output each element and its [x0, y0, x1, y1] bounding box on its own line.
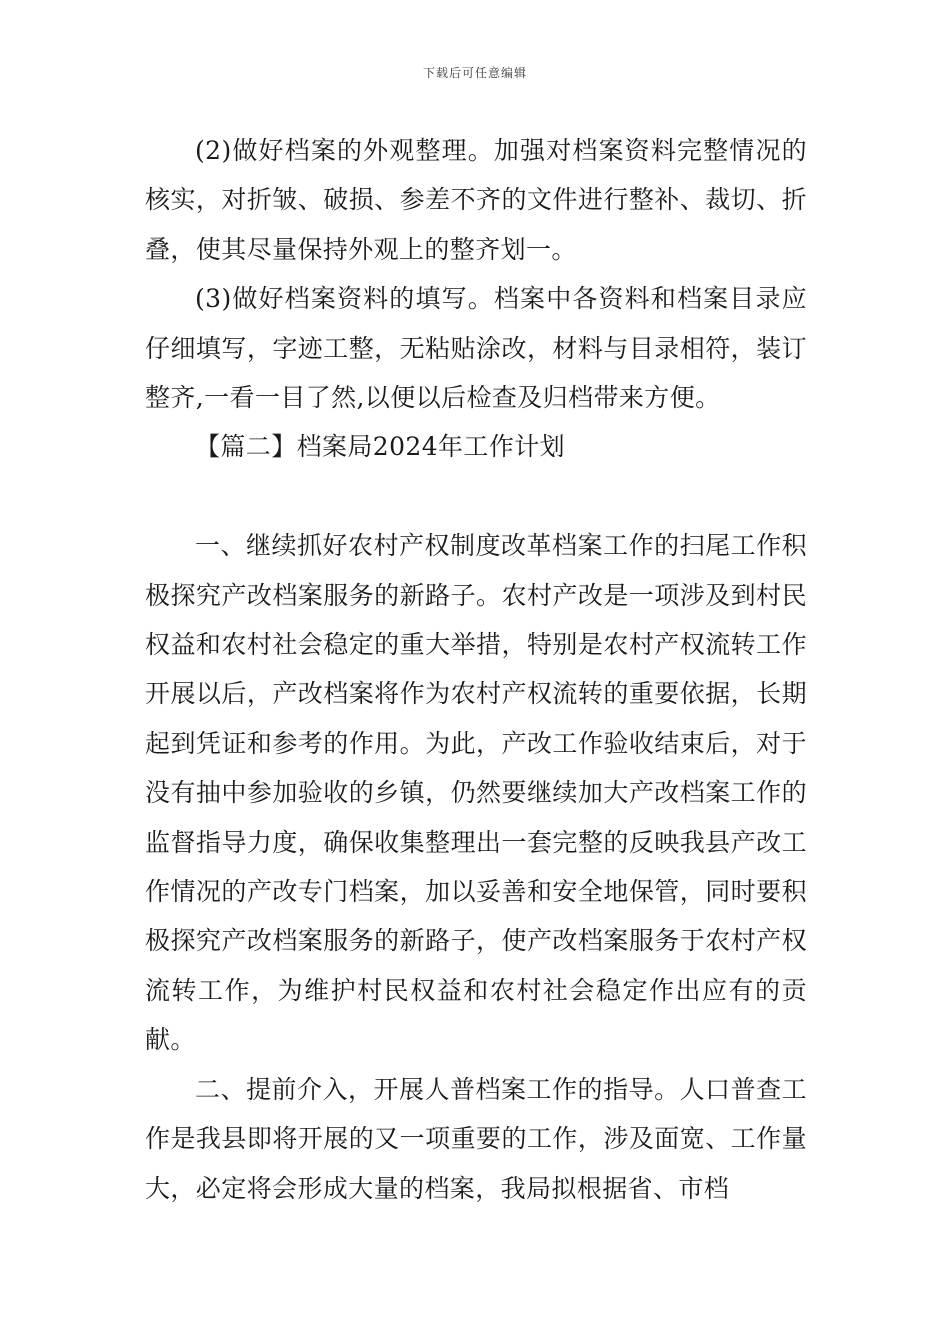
paragraph-appearance-arrangement: (2)做好档案的外观整理。加强对档案资料完整情况的核实，对折皱、破损、参差不齐的文件进行整补、裁切、折叠，使其尽量保持外观上的整齐划一。: [145, 136, 807, 264]
section-title: 【篇二】档案局2024年工作计划: [195, 432, 566, 462]
paragraph-census-archive: 二、提前介入，开展人普档案工作的指导。人口普查工作是我县即将开展的又一项重要的工作，涉及面宽、工作量大，必定将会形成大量的档案，我局拟根据省、市档: [145, 1074, 807, 1203]
paragraph-rural-property-reform: 一、继续抓好农村产权制度改革档案工作的扫尾工作积极探究产改档案服务的新路子。农村产改是一项涉及到村民权益和农村社会稳定的重大举措，特别是农村产权流转工作开展以后，产改档案将作为农村产权流转的重要依据，长期起到凭证和参考的作用。为此，产改工作验收结束后，对于没有抽中参加验收的乡镇，仍然要继续加大产改档案工作的监督指导力度，确保收集整理出一套完整的反映我县产改工作情况的产改专门档案，加以妥善和安全地保管，同时要积极探究产改档案服务的新路子，使产改档案服务于农村产权流转工作，为维护村民权益和农村社会稳定作出应有的贡献。: [145, 531, 807, 1055]
document-body: [145, 126, 807, 1213]
page-header-note: 下载后可任意编辑: [422, 66, 527, 80]
blank-line: [145, 472, 807, 521]
paragraph-archive-filling: (3)做好档案资料的填写。档案中各资料和档案目录应仔细填写，字迹工整，无粘贴涂改，材料与目录相符，装订整齐,一看一目了然,以便以后检查及归档带来方便。: [145, 284, 807, 413]
